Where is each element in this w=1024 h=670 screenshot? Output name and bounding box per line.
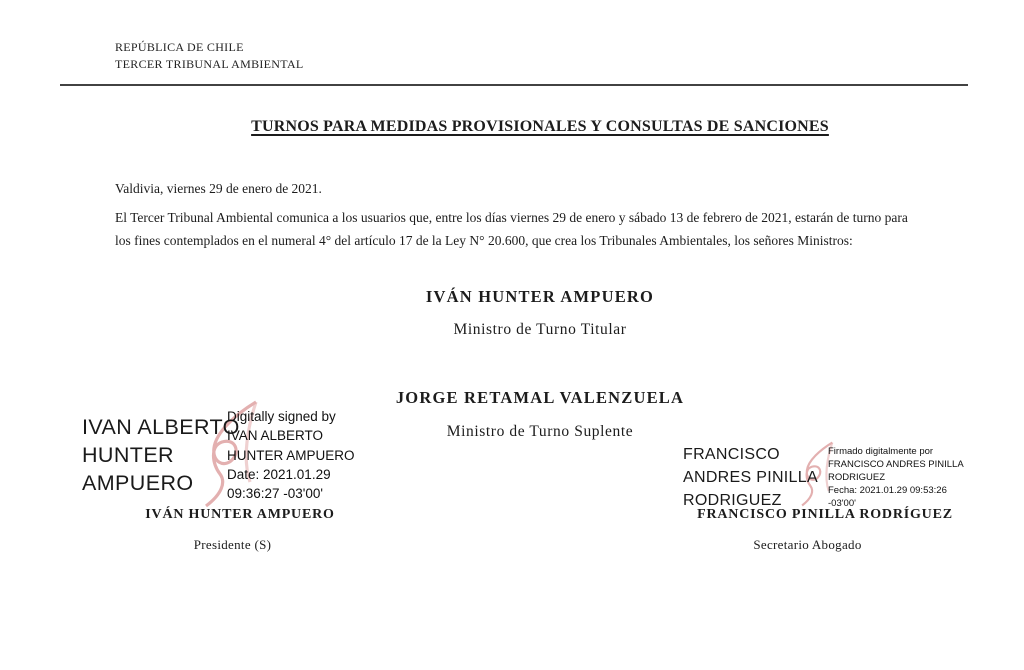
title-container [56,118,1024,136]
date-line: Valdivia, viernes 29 de enero de 2021. [115,181,322,196]
stamp-left-name-line: IVAN ALBERTO [82,415,240,439]
stamp-left-detail-line: IVAN ALBERTO [227,428,324,444]
page-title: TURNOS PARA MEDIDAS PROVISIONALES Y CONSULTAS DE SANCIONES [251,118,829,135]
stamp-right-detail-line: RODRIGUEZ [828,472,885,483]
stamp-right-detail-line: Firmado digitalmente por [828,446,934,457]
stamp-right-detail-line: -03'00' [828,498,856,509]
minister-titular-role: Ministro de Turno Titular [453,321,627,338]
stamp-right-details [828,445,964,510]
signatory-left-printed-name: IVÁN HUNTER AMPUERO [145,507,335,522]
stamp-right-detail-line: FRANCISCO ANDRES PINILLA [828,459,964,470]
stamp-left-detail-line: 09:36:27 -03'00' [227,486,323,502]
stamp-right-detail-line: Fecha: 2021.01.29 09:53:26 [828,485,947,496]
body-paragraph [115,206,971,252]
letterhead [115,39,304,73]
signatory-right-printed-name: FRANCISCO PINILLA RODRÍGUEZ [697,507,953,522]
stamp-left-detail-line: Date: 2021.01.29 [227,466,331,482]
stamp-left-detail-line: HUNTER AMPUERO [227,447,355,463]
stamp-right-name-line: ANDRES PINILLA [683,469,818,486]
stamp-right-name [683,443,818,512]
stamp-left-details [227,407,355,503]
stamp-right-name-line: FRANCISCO [683,446,780,463]
stamp-left-name-line: HUNTER [82,443,174,467]
body-paragraph-line-1: El Tercer Tribunal Ambiental comunica a los usuarios que, entre los días viernes 29 de enero y sábado 13 de febrero de 2021, estarán de turno para [115,210,908,225]
minister-suplente-name: JORGE RETAMAL VALENZUELA [395,388,685,407]
signatory-left-role: Presidente (S) [193,537,272,552]
stamp-right-name-line: RODRIGUEZ [683,492,782,509]
signatory-right-role: Secretario Abogado [753,537,862,552]
stamp-left-name-line: AMPUERO [82,471,194,495]
header-divider-rule [60,84,968,86]
letterhead-institution: TERCER TRIBUNAL AMBIENTAL [115,57,304,71]
body-paragraph-line-2: los fines contemplados en el numeral 4° del artículo 17 de la Ley N° 20.600, que crea los Tribunales Ambientales, los señores Ministros: [115,233,853,248]
stamp-left-name [82,413,240,497]
minister-titular-name: IVÁN HUNTER AMPUERO [425,287,655,306]
letterhead-country: REPÚBLICA DE CHILE [115,40,244,54]
stamp-left-detail-line: Digitally signed by [227,409,336,424]
minister-suplente-role: Ministro de Turno Suplente [446,423,634,440]
